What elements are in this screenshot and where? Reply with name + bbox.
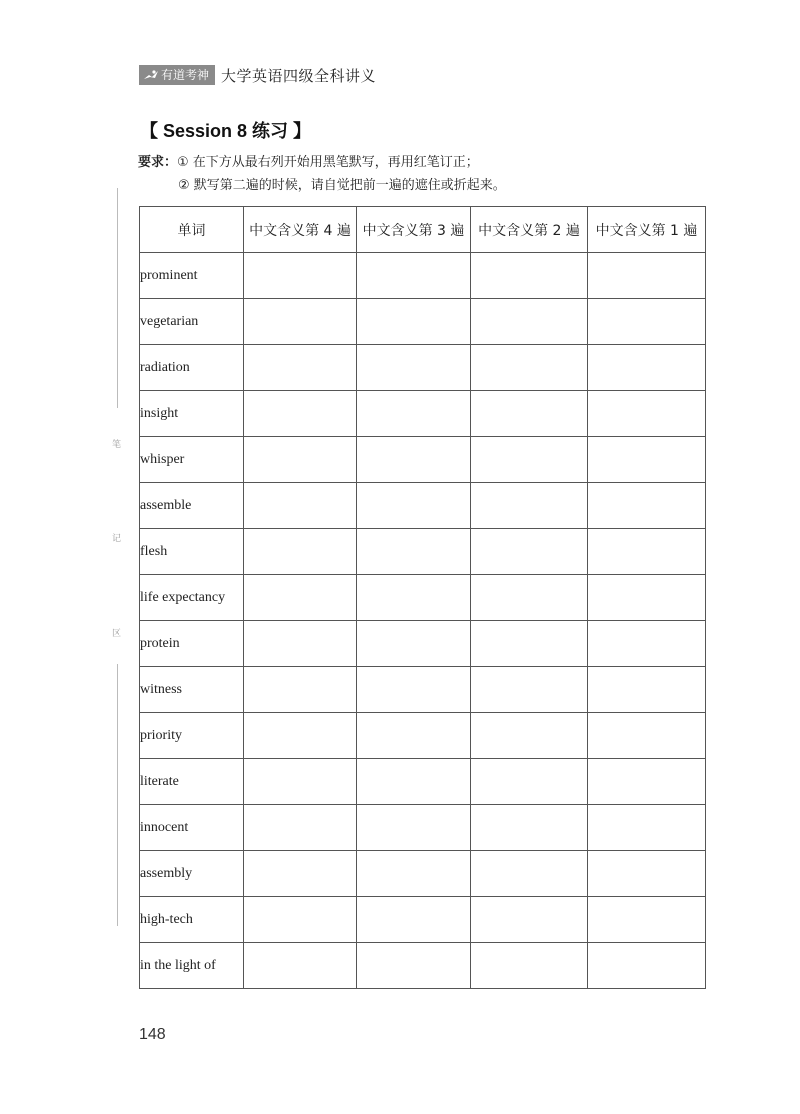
meaning-answer-cell[interactable] xyxy=(588,391,706,437)
notes-margin-label: 记 xyxy=(112,534,122,544)
vocabulary-table xyxy=(139,206,706,989)
meaning-answer-cell[interactable] xyxy=(357,805,471,851)
meaning-answer-cell[interactable] xyxy=(588,805,706,851)
meaning-answer-cell[interactable] xyxy=(471,667,588,713)
table-row xyxy=(140,391,706,437)
meaning-answer-cell[interactable] xyxy=(357,851,471,897)
meaning-answer-cell[interactable] xyxy=(588,621,706,667)
vocab-word: in the light of xyxy=(140,943,244,989)
vocab-word: priority xyxy=(140,713,244,759)
meaning-answer-cell[interactable] xyxy=(357,621,471,667)
meaning-answer-cell[interactable] xyxy=(471,897,588,943)
meaning-answer-cell[interactable] xyxy=(471,299,588,345)
meaning-answer-cell[interactable] xyxy=(244,805,357,851)
session-title: 【 Session 8 练习 】 xyxy=(140,121,312,141)
notes-margin-line xyxy=(117,188,118,408)
meaning-answer-cell[interactable] xyxy=(244,851,357,897)
vocab-word: protein xyxy=(140,621,244,667)
meaning-answer-cell[interactable] xyxy=(471,575,588,621)
meaning-answer-cell[interactable] xyxy=(357,483,471,529)
meaning-answer-cell[interactable] xyxy=(244,299,357,345)
meaning-answer-cell[interactable] xyxy=(357,529,471,575)
meaning-answer-cell[interactable] xyxy=(471,805,588,851)
meaning-answer-cell[interactable] xyxy=(357,437,471,483)
meaning-answer-cell[interactable] xyxy=(244,897,357,943)
flying-figure-icon xyxy=(143,68,159,82)
meaning-answer-cell[interactable] xyxy=(588,345,706,391)
meaning-answer-cell[interactable] xyxy=(588,299,706,345)
table-row xyxy=(140,621,706,667)
table-row xyxy=(140,667,706,713)
table-header-row xyxy=(140,207,706,253)
notes-margin-line xyxy=(117,664,118,926)
meaning-answer-cell[interactable] xyxy=(471,943,588,989)
meaning-answer-cell[interactable] xyxy=(588,667,706,713)
brand-badge xyxy=(139,65,215,85)
meaning-answer-cell[interactable] xyxy=(357,943,471,989)
meaning-answer-cell[interactable] xyxy=(471,759,588,805)
meaning-answer-cell[interactable] xyxy=(588,575,706,621)
column-header-meaning-1: 中文含义第 1 遍 xyxy=(588,207,706,253)
column-header-meaning-3: 中文含义第 3 遍 xyxy=(357,207,471,253)
notes-margin-label: 区 xyxy=(112,629,122,639)
table-row xyxy=(140,851,706,897)
meaning-answer-cell[interactable] xyxy=(244,437,357,483)
notes-margin-label: 笔 xyxy=(112,440,122,450)
table-row xyxy=(140,345,706,391)
meaning-answer-cell[interactable] xyxy=(357,345,471,391)
meaning-answer-cell[interactable] xyxy=(588,529,706,575)
meaning-answer-cell[interactable] xyxy=(244,713,357,759)
column-header-meaning-4: 中文含义第 4 遍 xyxy=(244,207,357,253)
vocab-word: witness xyxy=(140,667,244,713)
meaning-answer-cell[interactable] xyxy=(588,713,706,759)
book-title: 大学英语四级全科讲义 xyxy=(221,66,377,85)
table-row xyxy=(140,805,706,851)
meaning-answer-cell[interactable] xyxy=(471,621,588,667)
table-row xyxy=(140,943,706,989)
meaning-answer-cell[interactable] xyxy=(357,759,471,805)
table-row xyxy=(140,483,706,529)
meaning-answer-cell[interactable] xyxy=(357,713,471,759)
meaning-answer-cell[interactable] xyxy=(244,253,357,299)
requirement-line-2: ② 默写第二遍的时候，请自觉把前一遍的遮住或折起来。 xyxy=(178,178,506,193)
table-row xyxy=(140,529,706,575)
vocab-word: assembly xyxy=(140,851,244,897)
vocab-word: innocent xyxy=(140,805,244,851)
meaning-answer-cell[interactable] xyxy=(244,575,357,621)
table-row xyxy=(140,299,706,345)
brand-label: 有道考神 xyxy=(161,68,210,82)
table-row xyxy=(140,713,706,759)
vocab-word: life expectancy xyxy=(140,575,244,621)
column-header-meaning-2: 中文含义第 2 遍 xyxy=(471,207,588,253)
vocab-word: high-tech xyxy=(140,897,244,943)
vocab-word: prominent xyxy=(140,253,244,299)
table-row xyxy=(140,437,706,483)
meaning-answer-cell[interactable] xyxy=(244,483,357,529)
meaning-answer-cell[interactable] xyxy=(244,759,357,805)
vocab-word: flesh xyxy=(140,529,244,575)
meaning-answer-cell[interactable] xyxy=(471,483,588,529)
meaning-answer-cell[interactable] xyxy=(357,391,471,437)
meaning-answer-cell[interactable] xyxy=(471,529,588,575)
meaning-answer-cell[interactable] xyxy=(588,897,706,943)
meaning-answer-cell[interactable] xyxy=(244,391,357,437)
requirements-label: 要求： xyxy=(138,155,178,170)
meaning-answer-cell[interactable] xyxy=(588,253,706,299)
meaning-answer-cell[interactable] xyxy=(471,345,588,391)
vocab-word: vegetarian xyxy=(140,299,244,345)
meaning-answer-cell[interactable] xyxy=(244,621,357,667)
vocab-word: radiation xyxy=(140,345,244,391)
vocab-word: literate xyxy=(140,759,244,805)
meaning-answer-cell[interactable] xyxy=(471,437,588,483)
meaning-answer-cell[interactable] xyxy=(588,851,706,897)
vocab-word: assemble xyxy=(140,483,244,529)
table-row xyxy=(140,759,706,805)
page-number: 148 xyxy=(139,1026,166,1043)
vocab-word: whisper xyxy=(140,437,244,483)
table-row xyxy=(140,253,706,299)
requirements xyxy=(138,151,506,197)
meaning-answer-cell[interactable] xyxy=(244,943,357,989)
meaning-answer-cell[interactable] xyxy=(357,667,471,713)
meaning-answer-cell[interactable] xyxy=(357,897,471,943)
table-row xyxy=(140,897,706,943)
meaning-answer-cell[interactable] xyxy=(471,391,588,437)
meaning-answer-cell[interactable] xyxy=(588,759,706,805)
meaning-answer-cell[interactable] xyxy=(244,529,357,575)
meaning-answer-cell[interactable] xyxy=(588,943,706,989)
table-row xyxy=(140,575,706,621)
meaning-answer-cell[interactable] xyxy=(244,667,357,713)
meaning-answer-cell[interactable] xyxy=(244,345,357,391)
vocab-word: insight xyxy=(140,391,244,437)
meaning-answer-cell[interactable] xyxy=(471,713,588,759)
meaning-answer-cell[interactable] xyxy=(588,437,706,483)
meaning-answer-cell[interactable] xyxy=(588,483,706,529)
meaning-answer-cell[interactable] xyxy=(471,851,588,897)
requirement-line-1: 要求：① 在下方从最右列开始用黑笔默写，再用红笔订正； xyxy=(138,155,479,170)
meaning-answer-cell[interactable] xyxy=(357,575,471,621)
meaning-answer-cell[interactable] xyxy=(357,253,471,299)
column-header-word: 单词 xyxy=(140,207,244,253)
meaning-answer-cell[interactable] xyxy=(471,253,588,299)
meaning-answer-cell[interactable] xyxy=(357,299,471,345)
page-header xyxy=(139,64,376,86)
